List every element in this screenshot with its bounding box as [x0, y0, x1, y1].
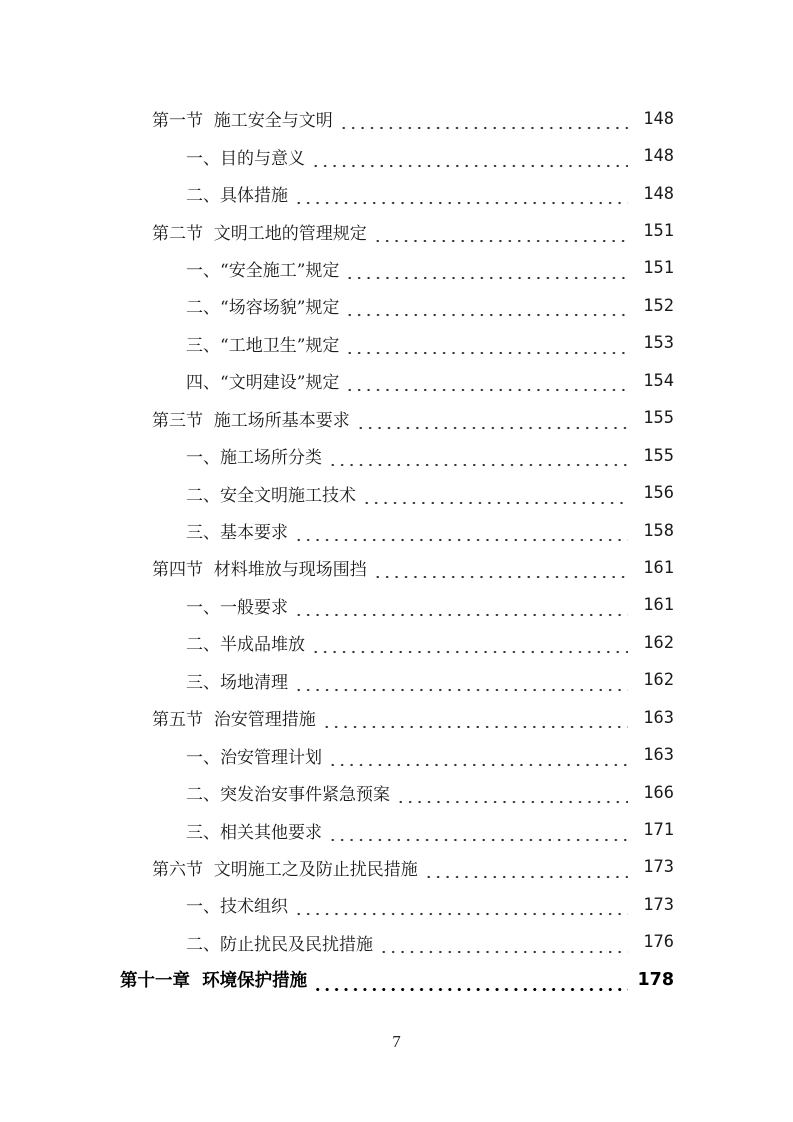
toc-entry-item[interactable]: [0, 587, 793, 624]
page-number: 7: [392, 1032, 401, 1051]
toc-entry-title: 第六节 文明施工之及防止扰民措施: [152, 859, 418, 880]
toc-entry-title: 三、相关其他要求: [186, 822, 322, 843]
toc-entry-title: 一、技术组织: [186, 897, 288, 918]
dot-leader: [322, 712, 628, 729]
dot-leader: [294, 675, 628, 692]
toc-entry-title: 一、治安管理计划: [186, 747, 322, 768]
toc-entry-item[interactable]: [0, 924, 793, 961]
toc-entry-page: 173: [643, 894, 674, 915]
toc-entry-item[interactable]: [0, 811, 793, 848]
toc-entry-title: 二、安全文明施工技术: [186, 485, 356, 506]
toc-entry-page: 148: [643, 183, 674, 204]
dot-leader: [356, 413, 628, 430]
toc-entry-title: 二、防止扰民及民扰措施: [186, 934, 373, 955]
toc-entry-page: 158: [643, 520, 674, 541]
dot-leader: [345, 300, 628, 317]
toc-entry-item[interactable]: [0, 624, 793, 661]
toc-entry-title: 二、具体措施: [186, 186, 288, 207]
toc-entry-title: 二、“场容场貌”规定: [186, 298, 340, 319]
toc-entry-title: 第五节 治安管理措施: [152, 710, 316, 731]
toc-entry-title: 一、一般要求: [186, 597, 288, 618]
toc-entry-title: 二、半成品堆放: [186, 635, 305, 656]
dot-leader: [373, 562, 628, 579]
toc-entry-title: 第四节 材料堆放与现场围挡: [152, 560, 367, 581]
table-of-contents: [0, 100, 793, 999]
dot-leader: [311, 637, 628, 654]
toc-entry-item[interactable]: [0, 287, 793, 324]
dot-leader: [396, 787, 628, 804]
toc-entry-item[interactable]: [0, 886, 793, 923]
dot-leader: [373, 226, 628, 243]
toc-entry-item[interactable]: [0, 437, 793, 474]
toc-entry-section[interactable]: [0, 699, 793, 736]
toc-entry-section[interactable]: [0, 400, 793, 437]
toc-entry-section[interactable]: [0, 849, 793, 886]
dot-leader: [294, 188, 628, 205]
toc-entry-page: 162: [643, 632, 674, 653]
toc-entry-title: 第一节 施工安全与文明: [152, 111, 333, 132]
toc-entry-item[interactable]: [0, 362, 793, 399]
dot-leader: [345, 263, 628, 280]
toc-entry-item[interactable]: [0, 325, 793, 362]
toc-entry-page: 152: [643, 295, 674, 316]
dot-leader: [311, 151, 628, 168]
toc-entry-title: 一、“安全施工”规定: [186, 260, 340, 281]
toc-entry-title: 一、目的与意义: [186, 148, 305, 169]
toc-entry-item[interactable]: [0, 774, 793, 811]
toc-entry-section[interactable]: [0, 100, 793, 137]
dot-leader: [328, 750, 628, 767]
toc-entry-page: 176: [643, 932, 674, 953]
toc-entry-item[interactable]: [0, 137, 793, 174]
toc-entry-item[interactable]: [0, 512, 793, 549]
dot-leader: [362, 488, 628, 505]
toc-entry-item[interactable]: [0, 474, 793, 511]
toc-entry-item[interactable]: [0, 175, 793, 212]
dot-leader: [313, 974, 628, 992]
toc-entry-page: 155: [643, 408, 674, 429]
toc-entry-page: 151: [643, 221, 674, 242]
dot-leader: [345, 338, 628, 355]
toc-entry-item[interactable]: [0, 250, 793, 287]
toc-entry-section[interactable]: [0, 549, 793, 586]
toc-entry-page: 151: [643, 258, 674, 279]
dot-leader: [328, 825, 628, 842]
toc-entry-title: 三、场地清理: [186, 672, 288, 693]
dot-leader: [424, 862, 628, 879]
toc-entry-page: 153: [643, 333, 674, 354]
toc-entry-item[interactable]: [0, 662, 793, 699]
toc-entry-page: 162: [643, 670, 674, 691]
dot-leader: [294, 899, 628, 916]
toc-entry-title: 四、“文明建设”规定: [186, 373, 340, 394]
toc-entry-title: 一、施工场所分类: [186, 448, 322, 469]
toc-entry-title: 三、“工地卫生”规定: [186, 335, 340, 356]
dot-leader: [379, 937, 628, 954]
toc-entry-page: 161: [643, 557, 674, 578]
toc-entry-page: 156: [643, 483, 674, 504]
toc-entry-page: 148: [643, 108, 674, 129]
toc-entry-page: 166: [643, 782, 674, 803]
toc-entry-page: 163: [643, 745, 674, 766]
toc-entry-title: 第二节 文明工地的管理规定: [152, 223, 367, 244]
toc-entry-item[interactable]: [0, 736, 793, 773]
dot-leader: [345, 375, 628, 392]
toc-entry-page: 161: [643, 595, 674, 616]
toc-entry-page: 163: [643, 707, 674, 728]
dot-leader: [339, 113, 628, 130]
toc-entry-page: 173: [643, 857, 674, 878]
toc-entry-chapter[interactable]: [0, 961, 793, 998]
dot-leader: [294, 600, 628, 617]
toc-entry-page: 155: [643, 445, 674, 466]
toc-entry-title: 三、基本要求: [186, 523, 288, 544]
toc-entry-title: 第十一章 环境保护措施: [120, 971, 308, 992]
dot-leader: [294, 525, 628, 542]
toc-entry-title: 第三节 施工场所基本要求: [152, 410, 350, 431]
toc-entry-page: 171: [643, 820, 674, 841]
toc-entry-title: 二、突发治安事件紧急预案: [186, 785, 390, 806]
toc-entry-section[interactable]: [0, 212, 793, 249]
toc-entry-page: 178: [637, 969, 674, 990]
toc-entry-page: 154: [643, 370, 674, 391]
dot-leader: [328, 450, 628, 467]
toc-entry-page: 148: [643, 146, 674, 167]
